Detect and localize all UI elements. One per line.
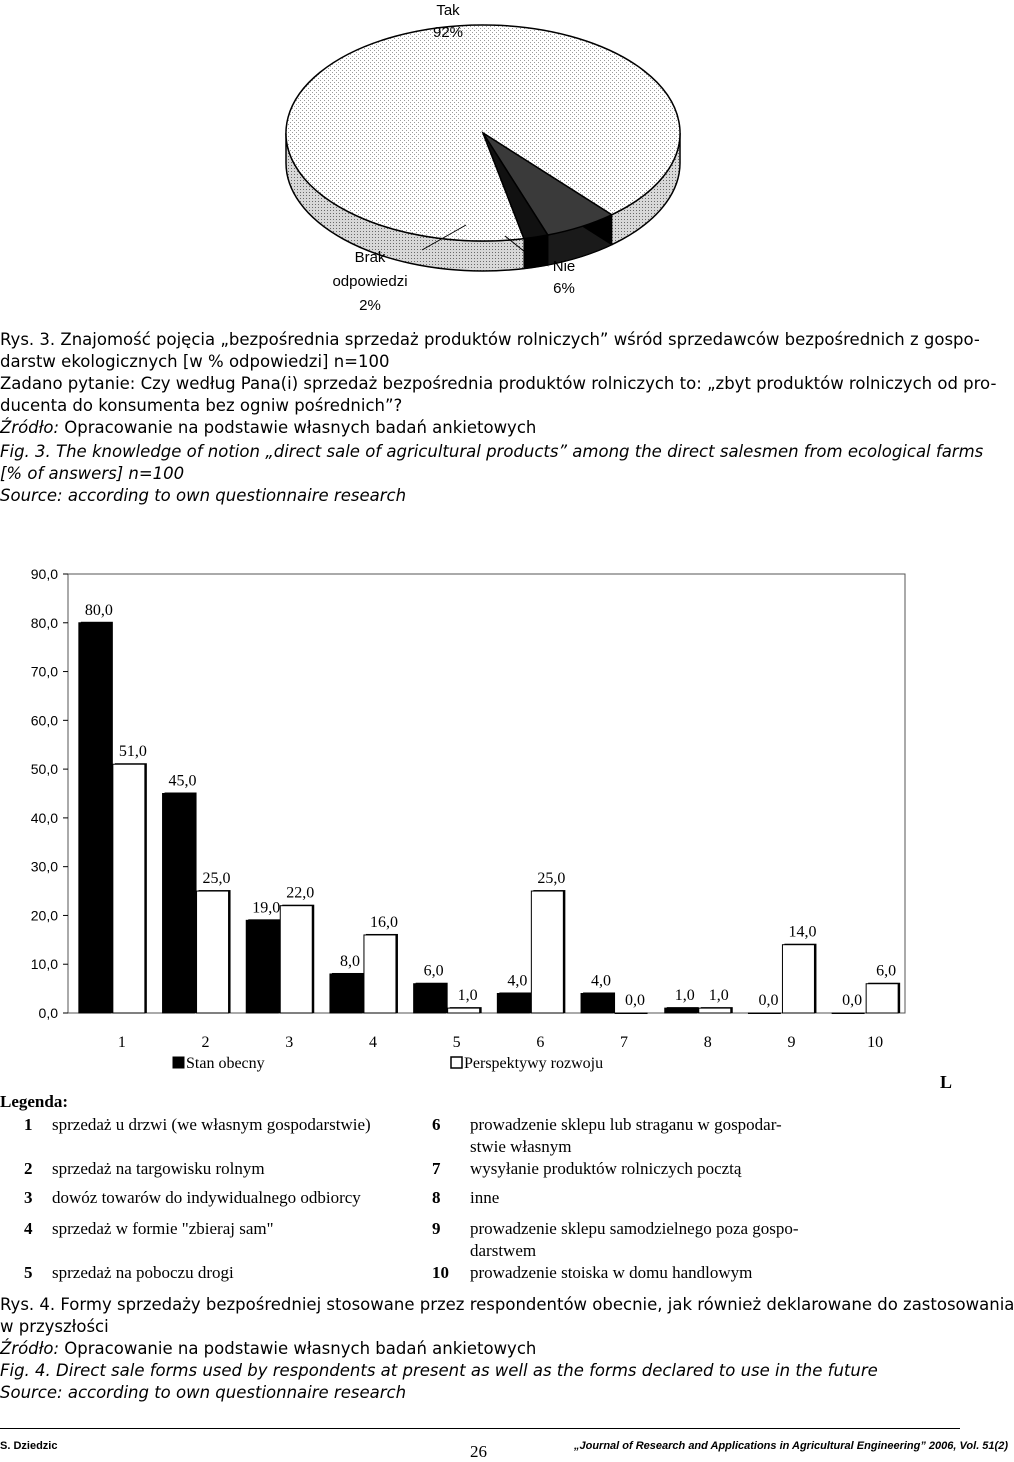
y-tick-label: 80,0 — [30, 614, 58, 631]
bar-data-label: 4,0 — [507, 972, 528, 990]
fig4-caption-en: Fig. 4. Direct sale forms used by respondents at present as well as the forms declared to use in the future Source: according to own questionnaire research — [0, 1361, 878, 1402]
bar-data-label: 0,0 — [625, 992, 646, 1009]
bar-data-label: 1,0 — [674, 987, 695, 1005]
x-tick-label: 9 — [787, 1034, 796, 1051]
side-letter: L — [940, 1072, 953, 1092]
y-tick-label: 30,0 — [30, 858, 58, 875]
x-tick-label: 6 — [536, 1034, 545, 1051]
bar-chart — [0, 560, 960, 1080]
fig4-caption-pl: Rys. 4. Formy sprzedaży bezpośredniej stosowane przez respondentów obecnie, jak również deklarowane do zastosowania w przyszłości Źródło: Opracowanie na podstawie własnych badań ankietowych — [0, 1295, 1014, 1358]
y-tick-label: 40,0 — [30, 809, 58, 826]
pie-label-nie: Nie 6% — [552, 258, 576, 297]
bar-data-label: 25,0 — [537, 870, 566, 888]
bar-stan-obecny — [414, 984, 446, 1013]
bar-data-label: 25,0 — [202, 870, 231, 888]
legend-swatch-stan-obecny — [173, 1057, 184, 1068]
bar-data-label: 14,0 — [788, 923, 817, 941]
bar-stan-obecny — [163, 794, 195, 1014]
footer-journal: „Journal of Research and Applications in Agricultural Engineering” 2006, Vol. 51(2) — [574, 1440, 1008, 1452]
bar-data-label: 1,0 — [457, 987, 478, 1005]
bar-perspektywy — [531, 891, 563, 1013]
bar-data-label: 0,0 — [842, 992, 863, 1009]
bar-data-label: 8,0 — [339, 952, 360, 970]
bar-stan-obecny — [79, 623, 111, 1013]
legend-title: Legenda: — [0, 1092, 68, 1111]
bar-perspektywy — [699, 1008, 731, 1013]
legend-label: Stan obecny — [186, 1055, 265, 1072]
fig3-caption-pl: Rys. 3. Znajomość pojęcia „bezpośrednia sprzedaż produktów rolniczych” wśród sprzedawców bezpośrednich z gospo- darstw ekologicznych [w % odpowiedzi] n=100 Zadano pytanie: Czy według Pana(i) sprzedaż bezpośrednia produktów rolniczych to: „zbyt produktów rolniczych od pro- ducenta do konsumenta bez ogniw pośrednich”? Źródło: Opracowanie na podstawie własnych badań ankietowych — [0, 330, 997, 437]
y-tick-label: 0,0 — [38, 1005, 58, 1021]
y-tick-label: 10,0 — [30, 956, 58, 973]
bar-perspektywy — [448, 1008, 480, 1013]
y-tick-label: 90,0 — [30, 566, 58, 582]
legend-label: Perspektywy rozwoju — [464, 1055, 604, 1072]
y-tick-label: 70,0 — [30, 663, 58, 680]
bar-perspektywy — [615, 1013, 647, 1014]
bar-data-label: 4,0 — [591, 972, 612, 990]
footer-author: S. Dziedzic — [0, 1440, 58, 1452]
y-tick-label: 20,0 — [30, 907, 58, 924]
bar-perspektywy — [280, 906, 312, 1013]
bar-data-label: 16,0 — [369, 913, 398, 931]
bar-stan-obecny — [832, 1013, 864, 1014]
pie-chart — [0, 0, 960, 320]
bar-perspektywy — [197, 891, 229, 1013]
bar-perspektywy — [113, 764, 145, 1013]
bar-stan-obecny — [581, 993, 613, 1013]
bar-data-label: 6,0 — [423, 962, 444, 980]
bar-stan-obecny — [748, 1013, 780, 1014]
bar-data-label: 45,0 — [168, 772, 197, 790]
legend-swatch-perspektywy — [451, 1057, 462, 1068]
x-tick-label: 7 — [620, 1034, 629, 1051]
bar-stan-obecny — [246, 920, 278, 1013]
bar-data-label: 6,0 — [876, 962, 897, 980]
bar-stan-obecny — [665, 1008, 697, 1013]
x-tick-label: 2 — [201, 1034, 210, 1051]
bar-data-label: 80,0 — [84, 601, 113, 619]
y-tick-label: 50,0 — [30, 761, 58, 778]
bar-data-label: 0,0 — [758, 992, 779, 1009]
x-tick-label: 5 — [452, 1034, 461, 1051]
bar-stan-obecny — [330, 974, 362, 1013]
pie-label-brak: Brak odpowiedzi 2% — [332, 249, 408, 314]
bar-data-label: 1,0 — [708, 987, 729, 1005]
x-tick-label: 10 — [867, 1034, 884, 1051]
bar-data-label: 51,0 — [118, 743, 147, 761]
bar-perspektywy — [782, 945, 814, 1013]
bar-stan-obecny — [497, 993, 529, 1013]
x-tick-label: 1 — [117, 1034, 126, 1051]
bar-perspektywy — [364, 935, 396, 1013]
bar-perspektywy — [866, 984, 898, 1013]
x-tick-label: 8 — [703, 1034, 712, 1051]
footer-page-number: 26 — [470, 1442, 487, 1461]
x-tick-label: 4 — [368, 1034, 377, 1051]
legend-table: 1 sprzedaż u drzwi (we własnym gospodarstwie) 6 prowadzenie sklepu lub straganu w gospodar- stwie własnym 2 sprzedaż na targowisku rolnym 7 wysyłanie produktów rolniczych pocztą 3 dowóz towarów do indywidualnego odbiorcy 8 inne 4 sprzedaż w formie "zbieraj sam" 9 prowadzenie sklepu samodzielnego poza gospo- darstwem 5 sprzedaż na poboczu drogi 10 prowadzenie stoiska w domu handlowym — [24, 1115, 799, 1282]
footer-rule — [0, 1428, 960, 1429]
y-tick-label: 60,0 — [30, 712, 58, 729]
bar-data-label: 22,0 — [286, 884, 315, 902]
bar-data-label: 19,0 — [252, 899, 281, 917]
pie-label-tak: Tak 92% — [432, 2, 464, 41]
fig3-caption-en: Fig. 3. The knowledge of notion „direct sale of agricultural products” among the direct salesmen from ecological farms [% of answers] n=100 Source: according to own questionnaire research — [0, 442, 984, 505]
x-tick-label: 3 — [285, 1034, 294, 1051]
